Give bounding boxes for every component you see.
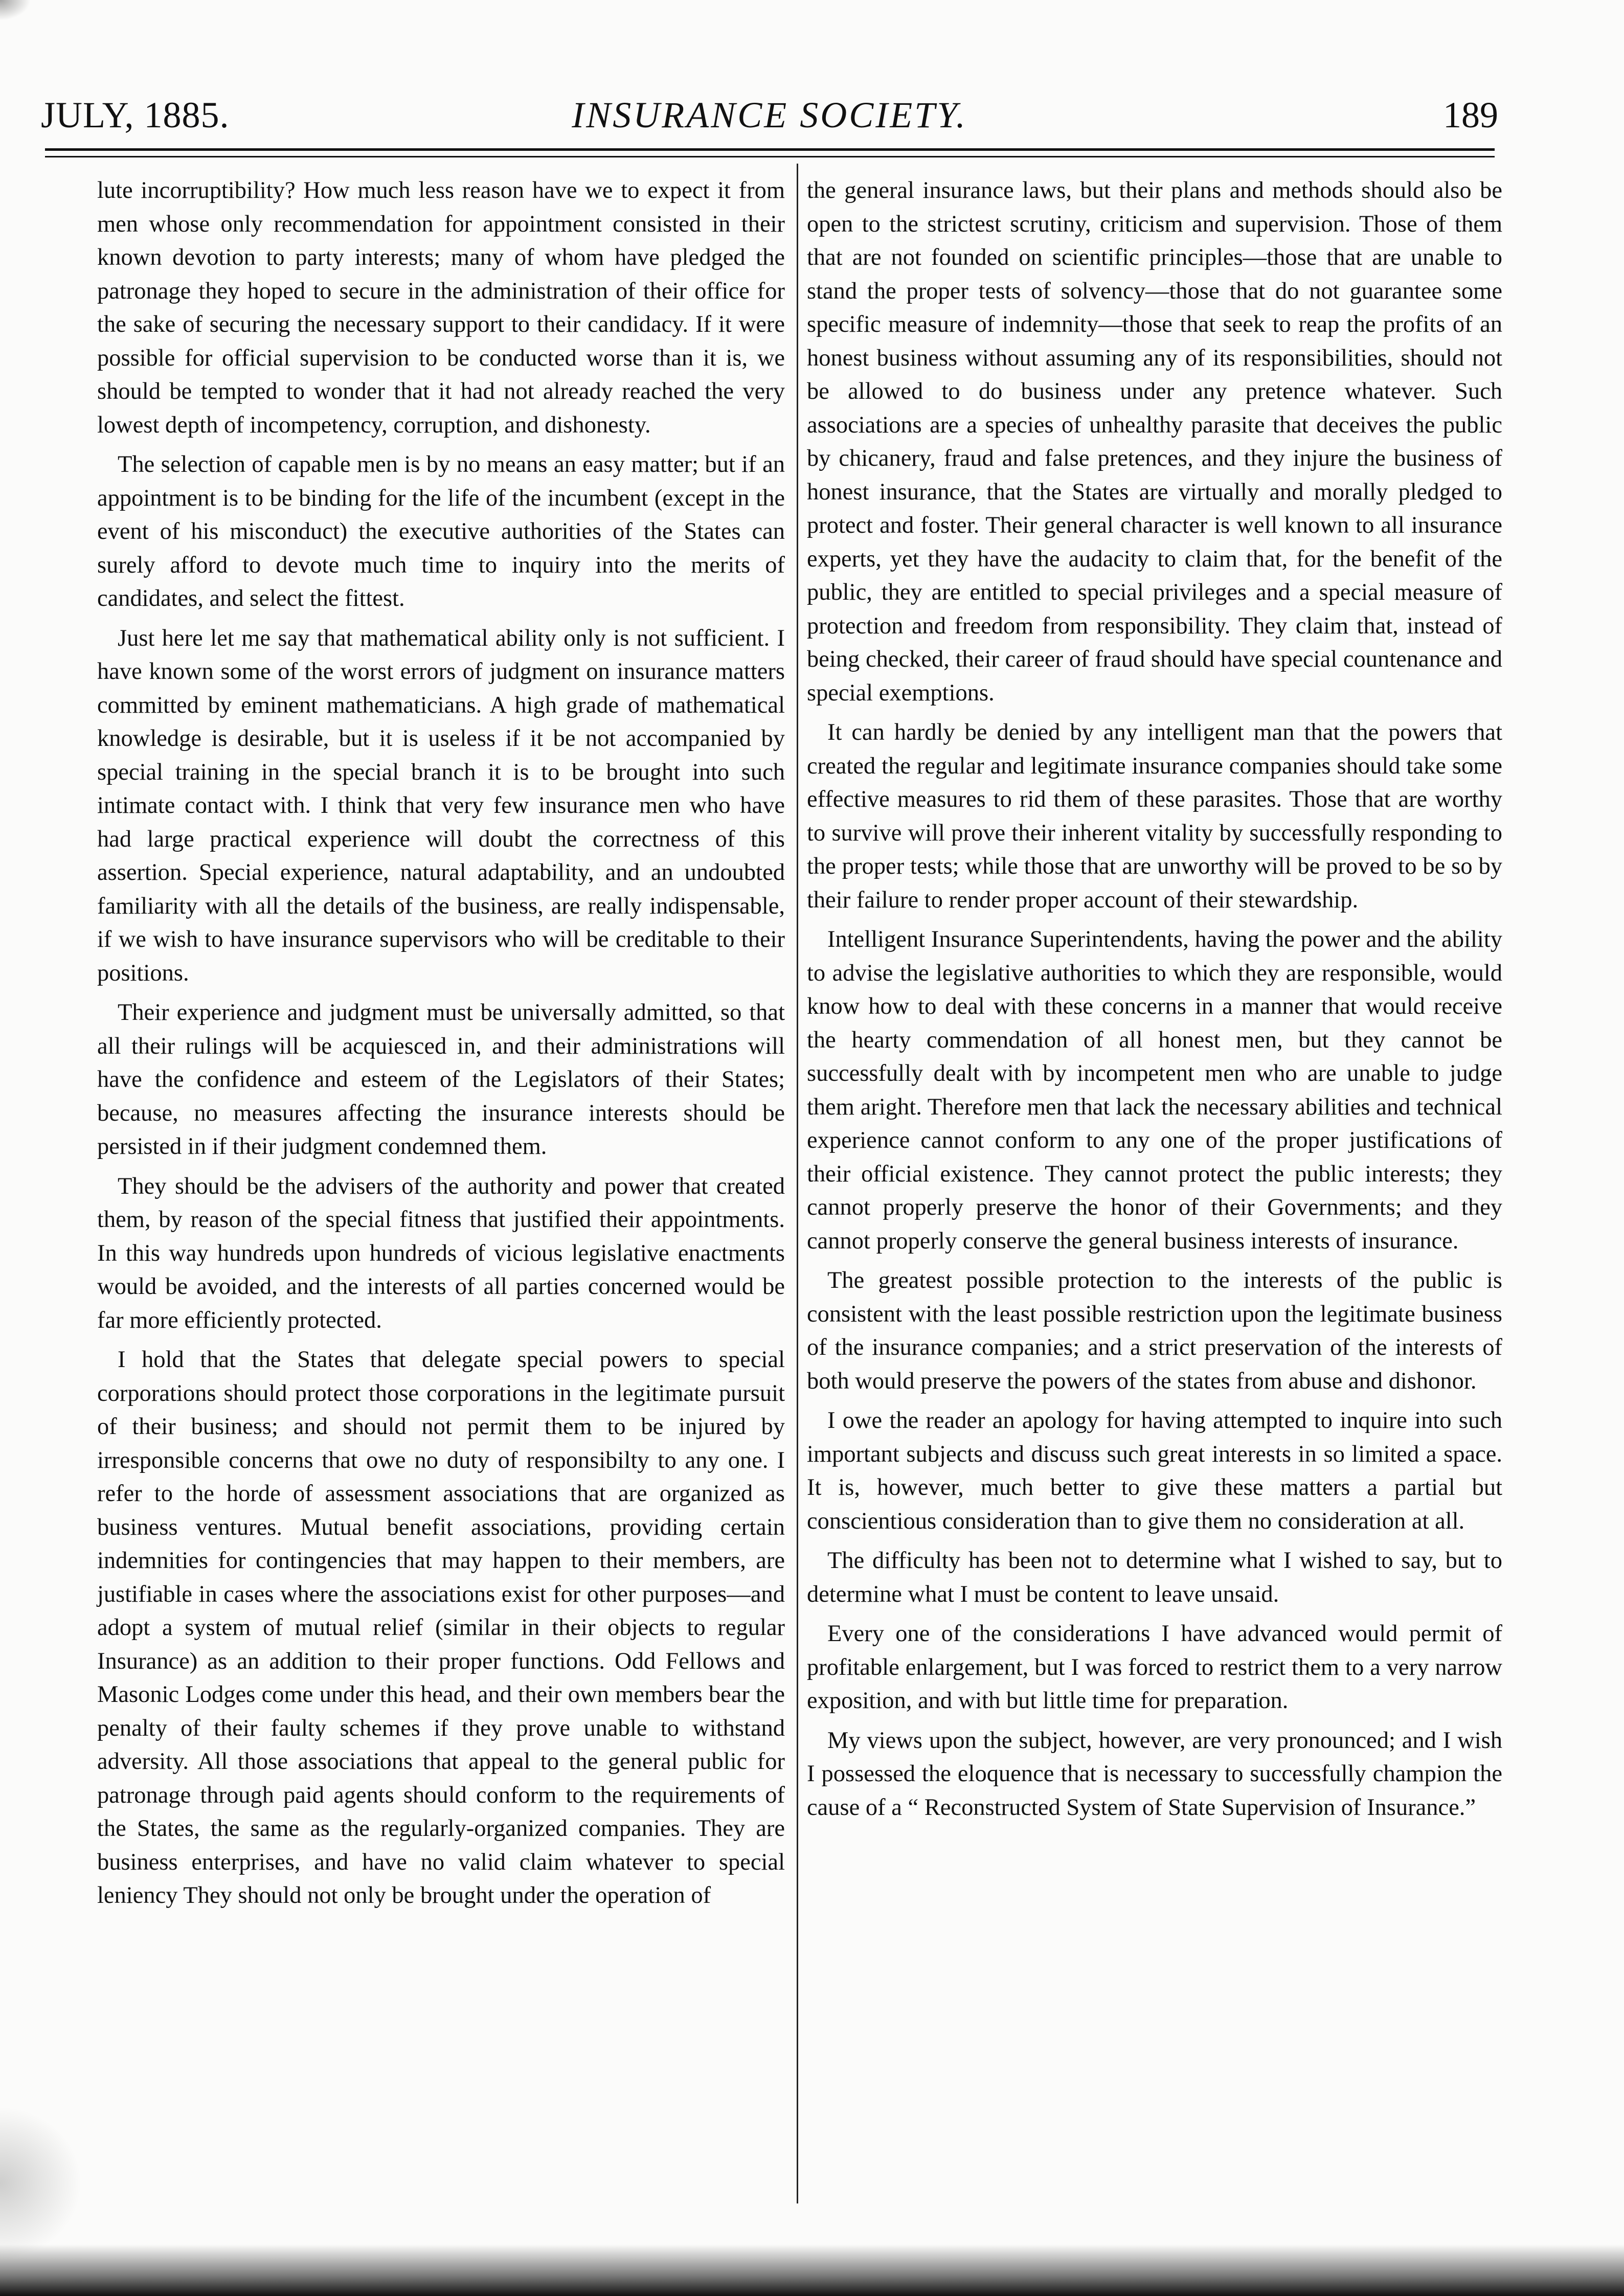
column-divider	[797, 164, 798, 2203]
paragraph: I hold that the States that delegate special powers to special corporations should protect those corporations in the legitimate pursuit of their business; and should not permit them to be injured by irresponsible concerns that owe no duty of responsibilty to any one. I refer to the horde of assessment associations that are organized as business ventures. Mutual benefit associations, providing certain indemnities for contingencies that may happen to their members, are justifiable in cases where the associations exist for other purposes—and adopt a system of mutual relief (similar in their objects to regular Insurance) as an addition to their proper functions. Odd Fellows and Masonic Lodges come under this head, and their own members bear the penalty of their faulty schemes if they prove unable to withstand adversity. All those associations that appeal to the general public for patronage through paid agents should conform to the requirements of the States, the same as the regularly-organized companies. They are business enterprises, and have no valid claim whatever to special leniency They should not only be brought under the operation of	[97, 1347, 785, 1908]
paragraph: It can hardly be denied by any intelligent man that the powers that created the regular and legitimate insurance companies should take some effective measures to rid them of these parasites. Those that are worthy to survive will prove their inherent vitality by successfully responding to the proper tests; while those that are unworthy will be proved to be so by their failure to render proper account of their stewardship.	[807, 719, 1502, 913]
paragraph: The difficulty has been not to determine what I wished to say, but to determine what I must be content to leave unsaid.	[807, 1548, 1502, 1607]
right-column	[807, 174, 1502, 1830]
paragraph: The selection of capable men is by no means an easy matter; but if an appointment is to be binding for the life of the incumbent (except in the event of his misconduct) the executive authorities of the States can surely afford to devote much time to inquiry into the merits of candidates, and select the fittest.	[97, 451, 785, 611]
scan-edge-shadow	[0, 2106, 82, 2260]
scan-bottom-edge	[0, 2244, 1624, 2296]
paragraph: Intelligent Insurance Superintendents, having the power and the ability to advise the legislative authorities to which they are responsible, would know how to deal with these concerns in a manner that would receive the hearty commendation of all honest men, but they cannot be successfully dealt with by incompetent men who are unable to judge them aright. Therefore men that lack the necessary abilities and technical experience cannot conform to any one of the proper justifications of their official existence. They cannot protect the public interests; they cannot properly preserve the honor of their Governments; and they cannot properly conserve the general business interests of insurance.	[807, 926, 1502, 1254]
running-header	[41, 89, 1498, 151]
paragraph: Just here let me say that mathematical ability only is not sufficient. I have known some of the worst errors of judgment on insurance matters committed by eminent mathematicians. A high grade of mathematical knowledge is desirable, but it is useless if it be not accompanied by special training in the special branch it is to be brought into such intimate contact with. I think that very few insurance men who have had large practical experience will doubt the correctness of this assertion. Special experience, natural adaptability, and an undoubted familiarity with all the details of the business, are really indispensable, if we wish to have insurance supervisors who will be creditable to their positions.	[97, 625, 785, 986]
paragraph: lute incorruptibility? How much less reason have we to expect it from men whose only recommendation for appointment consisted in their known devotion to party interests; many of whom have pledged the patronage they hoped to secure in the administration of their office for the sake of securing the necessary support to their candidacy. If it were possible for official supervision to be conducted worse than it is, we should be tempted to wonder that it had not already reached the very lowest depth of incompetency, corruption, and dishonesty.	[97, 177, 785, 438]
journal-title: INSURANCE SOCIETY.	[572, 95, 967, 135]
paragraph: My views upon the subject, however, are very pronounced; and I wish I possessed the eloquence that is necessary to successfully champion the cause of a “ Reconstructed System of State Supervision of Insurance.”	[807, 1727, 1502, 1821]
header-date: JULY, 1885.	[41, 95, 230, 135]
left-column	[97, 174, 785, 1919]
paragraph: I owe the reader an apology for having attempted to inquire into such important subjects and discuss such great interests in so limited a space. It is, however, much better to give these matters a partial but conscientious consideration than to give them no consideration at all.	[807, 1407, 1502, 1534]
paragraph: Every one of the considerations I have advanced would permit of profitable enlargement, but I was forced to restrict them to a very narrow exposition, and with but little time for preparation.	[807, 1621, 1502, 1714]
scan-corner-mark	[0, 0, 31, 20]
header-rule-thin	[45, 156, 1495, 157]
header-rule-thick	[45, 148, 1495, 151]
paragraph: They should be the advisers of the authority and power that created them, by reason of the special fitness that justified their appointments. In this way hundreds upon hundreds of vicious legislative enactments would be avoided, and the interests of all parties concerned would be far more efficiently protected.	[97, 1173, 785, 1333]
paragraph: Their experience and judgment must be universally admitted, so that all their rulings will be acquiesced in, and their administrations will have the confidence and esteem of the Legislators of their States; because, no measures affecting the insurance interests should be persisted in if their judgment condemned them.	[97, 999, 785, 1160]
paragraph: the general insurance laws, but their plans and methods should also be open to the strictest scrutiny, criticism and supervision. Those of them that are not founded on scientific principles—those that are unable to stand the proper tests of solvency—those that do not guarantee some specific measure of indemnity—those that seek to reap the profits of an honest business without assuming any of its responsibilities, should not be allowed to do business under any pretence whatever. Such associations are a species of unhealthy parasite that deceives the public by chicanery, fraud and false pretences, and they injure the business of honest insurance, that the States are virtually and morally pledged to protect and foster. Their general character is well known to all insurance experts, yet they have the audacity to claim that, for the benefit of the public, they are entitled to special privileges and a special measure of protection and freedom from responsibility. They claim that, instead of being checked, their career of fraud should have special countenance and special exemptions.	[807, 177, 1502, 706]
page-number: 189	[1443, 95, 1498, 135]
paragraph: The greatest possible protection to the interests of the public is consistent with the least possible restriction upon the legitimate business of the insurance companies; and a strict preservation of the interests of both would preserve the powers of the states from abuse and dishonor.	[807, 1267, 1502, 1394]
